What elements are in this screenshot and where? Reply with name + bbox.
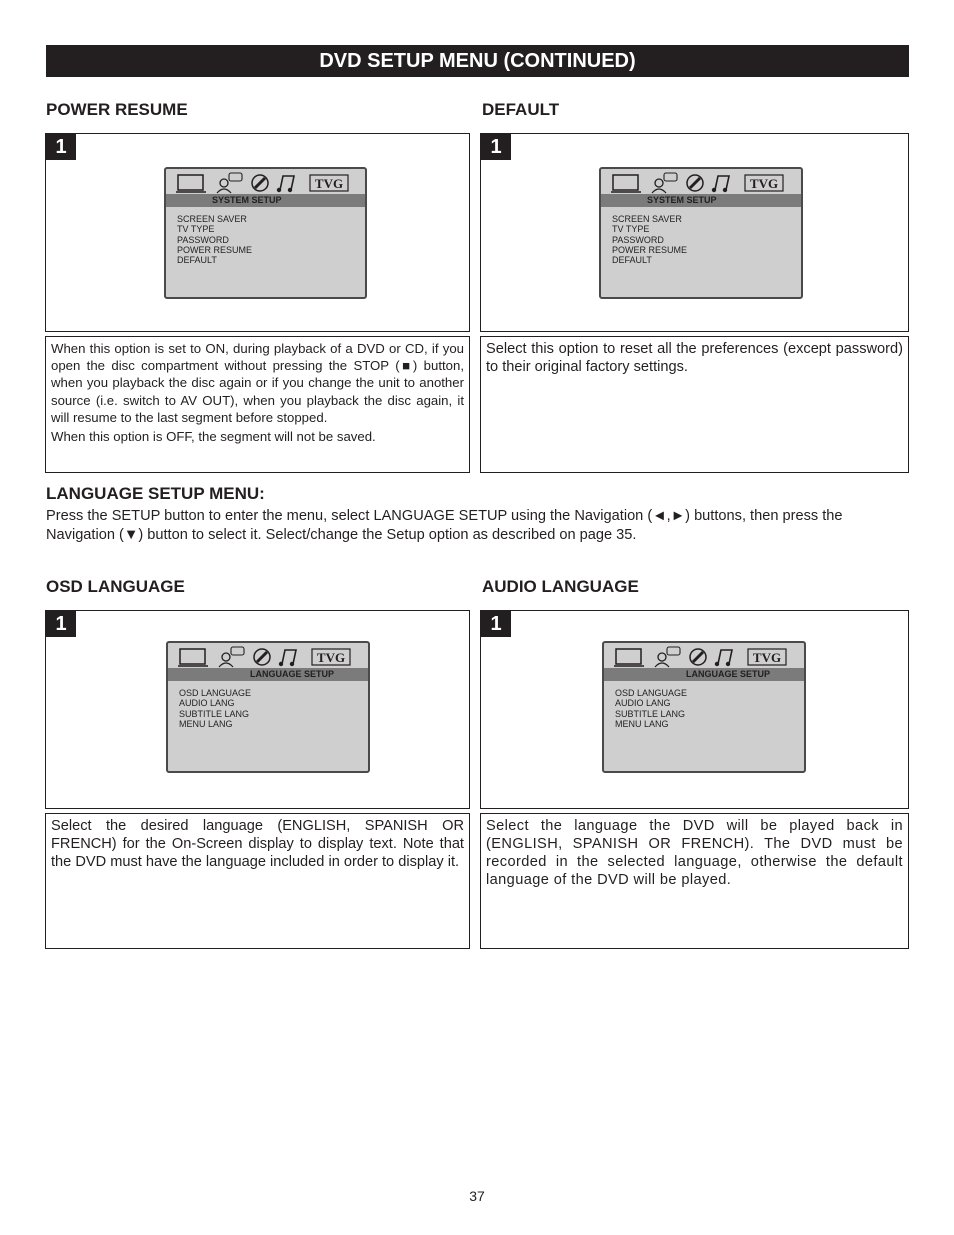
audio-icon xyxy=(254,649,270,665)
music-icon xyxy=(279,650,296,666)
osd-title-bar: LANGUAGE SETUP xyxy=(168,668,368,681)
osd-menu-list xyxy=(179,688,251,729)
osd-language-description xyxy=(45,813,470,949)
language-setup-osd xyxy=(166,641,370,773)
tvg-rating-icon xyxy=(312,649,350,665)
osd-menu-item: MENU LANG xyxy=(179,718,233,729)
osd-menu-item: AUDIO LANG xyxy=(179,698,235,709)
audio-icon xyxy=(687,175,703,191)
svg-text:TVG: TVG xyxy=(749,176,779,191)
osd-menu-item: AUDIO LANG xyxy=(615,698,671,709)
osd-menu-list xyxy=(612,214,687,265)
osd-menu-item: POWER RESUME xyxy=(612,244,688,255)
music-icon xyxy=(277,176,294,192)
tv-icon xyxy=(611,175,641,192)
language-setup-heading: LANGUAGE SETUP MENU: xyxy=(46,484,265,503)
osd-icon-row xyxy=(176,172,356,194)
language-setup-intro: Press the SETUP button to enter the menu, select LANGUAGE SETUP using the Navigation (◄,►) buttons, then press the Navigation (▼) button to select it. Select/change the Setup option as described on page 35. xyxy=(46,508,843,543)
step-number: 1 xyxy=(481,134,511,160)
osd-icon-row xyxy=(614,646,794,668)
osd-menu-item: PASSWORD xyxy=(612,234,664,245)
tv-icon xyxy=(176,175,206,192)
description-paragraph: Select the desired language (ENGLISH, SPANISH OR FRENCH) for the On-Screen display to display text. Note that the DVD must have the language included in order to display it. xyxy=(51,818,464,870)
osd-title-bar: SYSTEM SETUP xyxy=(166,194,365,207)
default-screen-frame xyxy=(480,133,909,332)
default-description xyxy=(480,336,909,473)
audio-language-screen-frame xyxy=(480,610,909,809)
osd-menu-item: SCREEN SAVER xyxy=(612,214,682,224)
language-icon xyxy=(217,173,242,193)
power-resume-screen-frame xyxy=(45,133,470,332)
language-icon xyxy=(655,647,680,667)
description-paragraph: When this option is OFF, the segment will not be saved. xyxy=(51,429,376,445)
osd-menu-item: TV TYPE xyxy=(177,224,215,235)
osd-menu-item: SUBTITLE LANG xyxy=(615,708,686,719)
description-paragraph: Select this option to reset all the preferences (except password) to their original factory settings. xyxy=(486,341,903,375)
osd-menu-list xyxy=(615,688,687,729)
osd-language-screen-frame xyxy=(45,610,470,809)
svg-text:TVG: TVG xyxy=(314,176,344,191)
step-number: 1 xyxy=(46,134,76,160)
osd-icon-row xyxy=(178,646,358,668)
system-setup-osd xyxy=(599,167,803,299)
osd-menu-list xyxy=(177,214,252,265)
step-number: 1 xyxy=(46,611,76,637)
osd-language-heading: OSD LANGUAGE xyxy=(46,577,185,596)
audio-language-description xyxy=(480,813,909,949)
osd-title-bar: SYSTEM SETUP xyxy=(601,194,801,207)
osd-menu-item: SUBTITLE LANG xyxy=(179,708,250,719)
audio-icon xyxy=(252,175,268,191)
system-setup-osd xyxy=(164,167,367,299)
osd-icon-row xyxy=(611,172,791,194)
osd-menu-item: DEFAULT xyxy=(612,255,652,266)
osd-menu-item: TV TYPE xyxy=(612,224,650,235)
page-banner: DVD SETUP MENU (CONTINUED) xyxy=(46,45,909,77)
tvg-rating-icon xyxy=(748,649,786,665)
tv-icon xyxy=(614,649,644,666)
default-heading: DEFAULT xyxy=(482,100,560,119)
page-number: 37 xyxy=(469,1188,485,1204)
language-icon xyxy=(652,173,677,193)
osd-menu-item: DEFAULT xyxy=(177,255,217,266)
osd-menu-item: SCREEN SAVER xyxy=(177,214,247,224)
language-setup-osd xyxy=(602,641,806,773)
music-icon xyxy=(712,176,729,192)
tvg-rating-icon xyxy=(745,175,783,191)
tvg-rating-icon xyxy=(310,175,348,191)
osd-menu-item: MENU LANG xyxy=(615,718,669,729)
audio-icon xyxy=(690,649,706,665)
osd-menu-item: POWER RESUME xyxy=(177,244,253,255)
osd-menu-item: OSD LANGUAGE xyxy=(179,688,252,698)
power-resume-description xyxy=(45,336,470,473)
power-resume-heading: POWER RESUME xyxy=(46,100,188,119)
audio-language-heading: AUDIO LANGUAGE xyxy=(482,577,639,596)
step-number: 1 xyxy=(481,611,511,637)
osd-title-bar: LANGUAGE SETUP xyxy=(604,668,804,681)
osd-menu-item: PASSWORD xyxy=(177,234,229,245)
language-icon xyxy=(219,647,244,667)
svg-text:TVG: TVG xyxy=(316,650,346,665)
description-paragraph: Select the language the DVD will be played back in (ENGLISH, SPANISH OR FRENCH). The DVD must be recorded in the selected language, otherwise the default language of the DVD will be played. xyxy=(486,818,903,888)
description-paragraph: When this option is set to ON, during playback of a DVD or CD, if you open the disc compartment without pressing the STOP (■) button, when you playback the disc again or if you change the unit to another source (i.e. switch to AV OUT), when you playback the disc again, it will resume to the last segment before stopped. xyxy=(51,341,464,425)
music-icon xyxy=(715,650,732,666)
svg-text:TVG: TVG xyxy=(752,650,782,665)
tv-icon xyxy=(178,649,208,666)
osd-menu-item: OSD LANGUAGE xyxy=(615,688,688,698)
